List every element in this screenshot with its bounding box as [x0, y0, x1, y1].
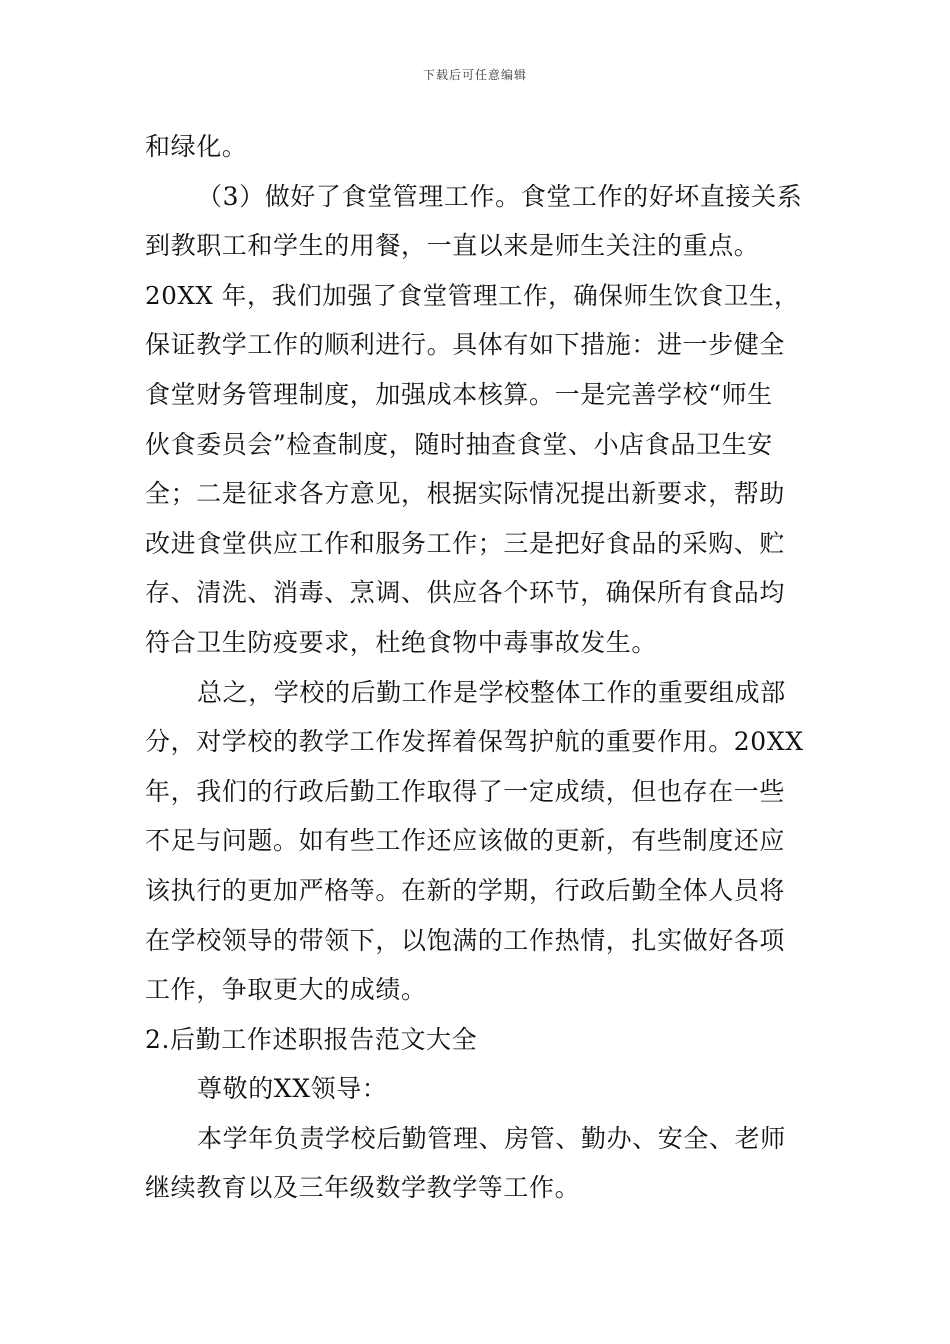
text-line: 分，对学校的教学工作发挥着保驾护航的重要作用。20XX: [145, 727, 804, 757]
text-line: 20XX 年，我们加强了食堂管理工作，确保师生饮食卫生，: [145, 280, 800, 310]
text-line: 工作，争取更大的成绩。: [145, 975, 427, 1005]
text-line: 伙食委员会”检查制度，随时抽查食堂、小店食品卫生安: [145, 429, 773, 459]
text-line: 食堂财务管理制度，加强成本核算。一是完善学校“师生: [145, 379, 773, 409]
page-header-note: 下载后可任意编辑: [422, 68, 527, 82]
text-line: 该执行的更加严格等。在新的学期，行政后勤全体人员将: [145, 875, 786, 905]
text-line: （3）做好了食堂管理工作。食堂工作的好坏直接关系: [197, 181, 803, 211]
text-line: 年，我们的行政后勤工作取得了一定成绩，但也存在一些: [145, 776, 786, 806]
text-line: 不足与问题。如有些工作还应该做的更新，有些制度还应: [145, 826, 786, 856]
text-line: 继续教育以及三年级数学教学等工作。: [145, 1173, 581, 1203]
section-heading: 2.后勤工作述职报告范文大全: [145, 1024, 478, 1054]
text-line: 保证教学工作的顺利进行。具体有如下措施：进一步健全: [145, 330, 786, 360]
document-body: [145, 122, 810, 1213]
text-line: 改进食堂供应工作和服务工作；三是把好食品的采购、贮: [145, 528, 786, 558]
text-line: 到教职工和学生的用餐，一直以来是师生关注的重点。: [145, 231, 760, 261]
text-line: 符合卫生防疫要求，杜绝食物中毒事故发生。: [145, 627, 658, 657]
text-line: 全；二是征求各方意见，根据实际情况提出新要求，帮助: [145, 479, 786, 509]
text-line: 总之，学校的后勤工作是学校整体工作的重要组成部: [197, 677, 786, 707]
salutation: 尊敬的XX领导：: [197, 1074, 388, 1104]
text-line: 和绿化。: [145, 132, 248, 161]
text-line: 在学校领导的带领下，以饱满的工作热情，扎实做好各项: [145, 925, 786, 955]
text-line: 存、清洗、消毒、烹调、供应各个环节，确保所有食品均: [145, 578, 786, 608]
text-line: 本学年负责学校后勤管理、房管、勤办、安全、老师: [197, 1123, 786, 1153]
